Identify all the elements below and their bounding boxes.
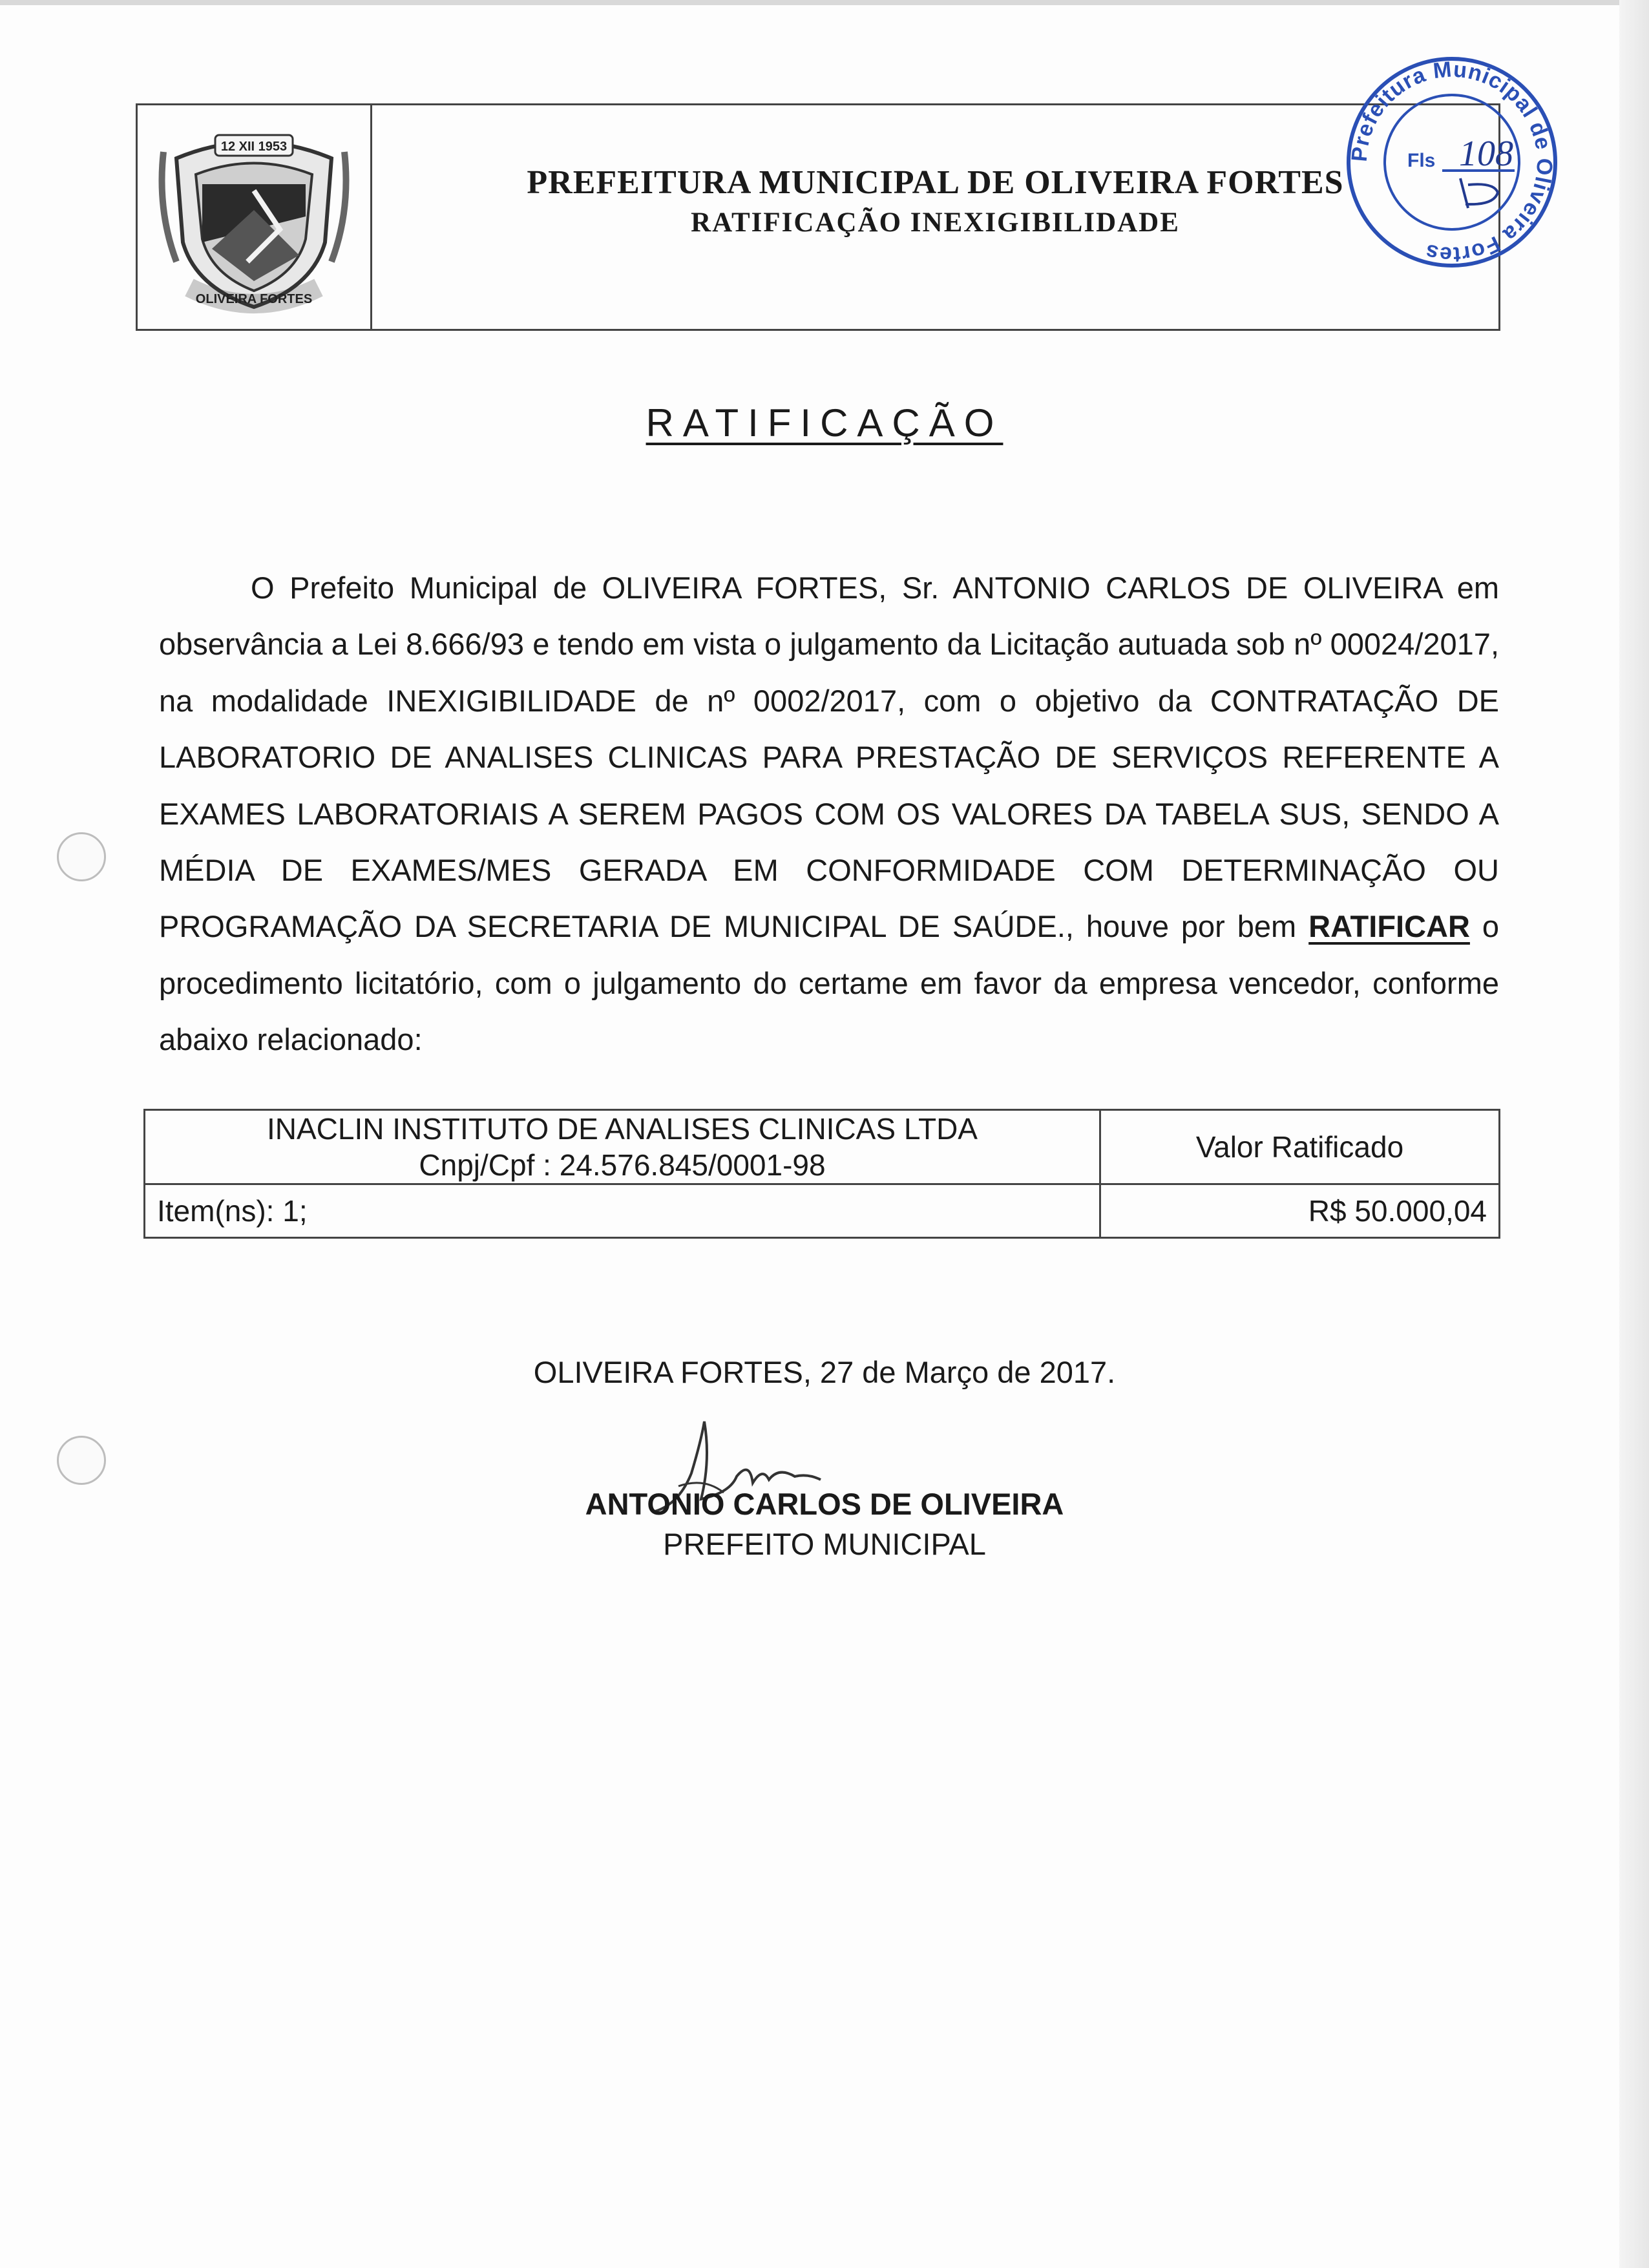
- body-text-part1: O Prefeito Municipal de OLIVEIRA FORTES, Sr. ANTONIO CARLOS DE OLIVEIRA em observância a Lei 8.666/93 e tendo em vista o julgamento da Licitação autuada sob nº 00024/2017, na modalidade INEXIGIBILIDADE de nº 0002/2017, com o objetivo da CONTRATAÇÃO DE LABORATORIO DE ANALISES CLINICAS PARA PRESTAÇÃO DE SERVIÇOS REFERENTE A EXAMES LABORATORIAIS A SEREM PAGOS COM OS VALORES DA TABELA SUS, SENDO A MÉDIA DE EXAMES/MES GERADA EM CONFORMIDADE COM DETERMINAÇÃO OU PROGRAMAÇÃO DA SECRETARIA DE MUNICIPAL DE SAÚDE., houve por bem: [159, 571, 1499, 944]
- table-row: [145, 1184, 1500, 1238]
- header-title: PREFEITURA MUNICIPAL DE OLIVEIRA FORTES: [527, 164, 1344, 201]
- folio-stamp-icon: [1345, 56, 1559, 269]
- punch-hole: [57, 1436, 106, 1485]
- ratification-table: [143, 1109, 1500, 1239]
- signer-name: ANTONIO CARLOS DE OLIVEIRA: [585, 1487, 1064, 1521]
- stamp-label: Fls: [1407, 150, 1436, 171]
- date-line: OLIVEIRA FORTES, 27 de Março de 2017.: [533, 1355, 1116, 1389]
- table-row: [145, 1110, 1500, 1184]
- company-cell: [145, 1110, 1100, 1184]
- header-text: [372, 163, 1498, 238]
- header-subtitle: RATIFICAÇÃO INEXIGIBILIDADE: [691, 207, 1180, 238]
- document-heading-text: RATIFICAÇÃO: [646, 401, 1003, 445]
- document-heading: [0, 401, 1649, 445]
- page-edge-top: [0, 0, 1649, 5]
- punch-hole: [57, 832, 106, 881]
- items-cell: Item(ns): 1;: [145, 1184, 1100, 1238]
- signer-role: PREFEITO MUNICIPAL: [663, 1527, 986, 1561]
- page-edge-right: [1619, 0, 1649, 2268]
- amount-cell: R$ 50.000,04: [1100, 1184, 1500, 1238]
- body-emphasis: RATIFICAR: [1308, 909, 1470, 944]
- company-name: INACLIN INSTITUTO DE ANALISES CLINICAS LTDA: [266, 1112, 978, 1146]
- body-paragraph: [159, 560, 1499, 1068]
- header-box: [136, 103, 1500, 331]
- crest-bottom-text: OLIVEIRA FORTES: [195, 292, 313, 306]
- stamp-ring-text: Prefeitura Municipal de Oliveira Fortes: [1347, 57, 1557, 268]
- stamp-number: 108: [1459, 134, 1513, 174]
- body-text-part2: o procedimento licitatório, com o julgamento do certame em favor da empresa vencedor, conforme abaixo relacionado:: [159, 909, 1500, 1057]
- municipal-crest-icon: [151, 113, 357, 320]
- value-header-cell: Valor Ratificado: [1100, 1110, 1500, 1184]
- company-cnpj: Cnpj/Cpf : 24.576.845/0001-98: [419, 1148, 826, 1182]
- crest-top-text: 12 XII 1953: [220, 140, 288, 154]
